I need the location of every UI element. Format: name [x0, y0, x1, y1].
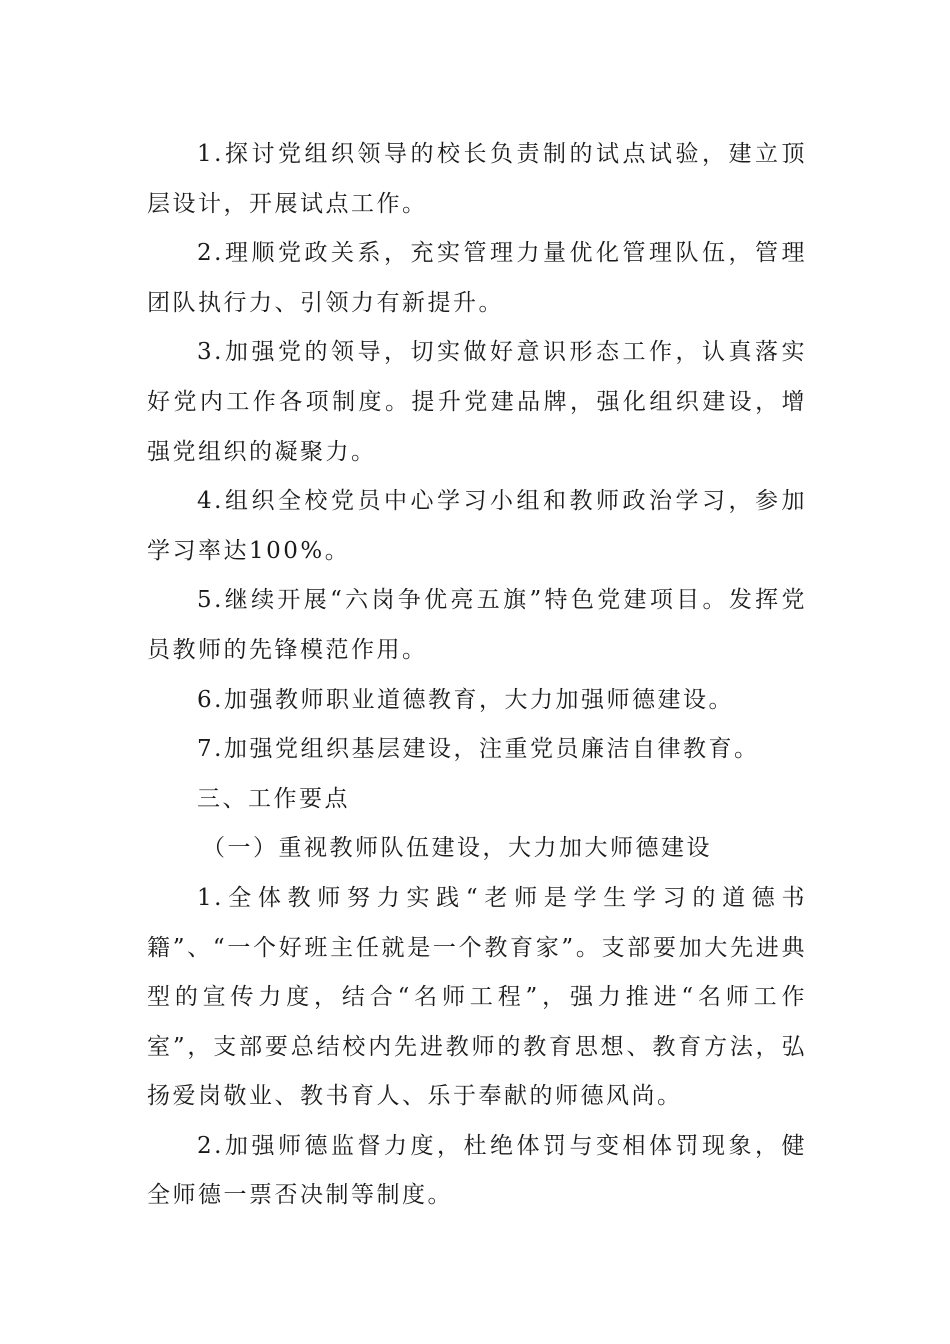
paragraph-1: 1.探讨党组织领导的校长负责制的试点试验，建立顶层设计，开展试点工作。 [147, 141, 807, 217]
section-paragraph-2: 2.加强师德监督力度，杜绝体罚与变相体罚现象，健全师德一票否决制等制度。 [147, 1132, 807, 1209]
sub-heading: （一）重视教师队伍建设，大力加大师德建设 [202, 835, 712, 862]
paragraph-4: 4.组织全校党员中心学习小组和教师政治学习，参加学习率达100%。 [147, 488, 807, 564]
document-body [147, 130, 807, 1221]
paragraph-6: 6.加强教师职业道德教育，大力加强师德建设。 [197, 686, 734, 713]
paragraph-2: 2.理顺党政关系，充实管理力量优化管理队伍，管理团队执行力、引领力有新提升。 [147, 240, 807, 316]
paragraph-5: 5.继续开展“六岗争优亮五旗”特色党建项目。发挥党员教师的先锋模范作用。 [147, 587, 807, 663]
section-heading: 三、工作要点 [197, 785, 350, 812]
section-paragraph-1: 1.全体教师努力实践“老师是学生学习的道德书籍”、“一个好班主任就是一个教育家”。支部要加大先进典型的宣传力度，结合“名师工程”，强力推进“名师工作室”，支部要总结校内先进教师的教育思想、教育方法，弘扬爱岗敬业、教书育人、乐于奉献的师德风尚。 [147, 884, 807, 1110]
paragraph-3: 3.加强党的领导，切实做好意识形态工作，认真落实好党内工作各项制度。提升党建品牌，强化组织建设，增强党组织的凝聚力。 [147, 339, 807, 465]
paragraph-7: 7.加强党组织基层建设，注重党员廉洁自律教育。 [197, 736, 760, 763]
